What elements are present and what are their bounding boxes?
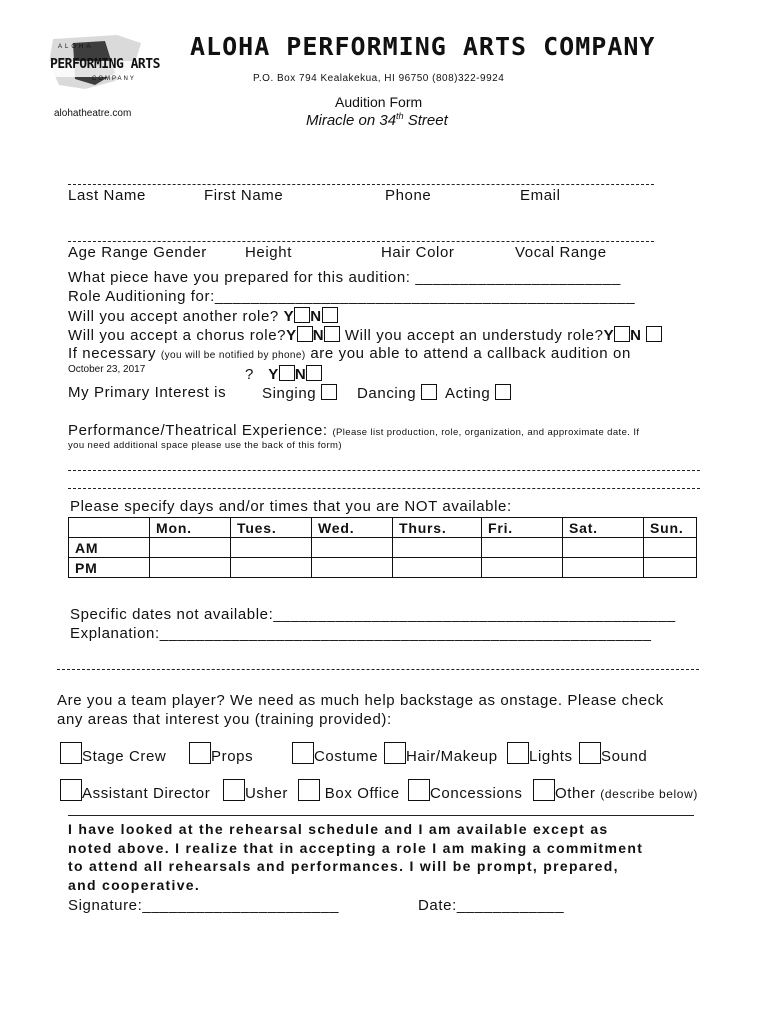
availability-cell[interactable] <box>231 558 312 578</box>
area-box-office: Box Office <box>298 779 400 802</box>
availability-cell[interactable] <box>644 538 697 558</box>
logo-text-bottom: COMPANY <box>92 76 136 82</box>
first-name-label: First Name <box>204 187 284 204</box>
signature-field[interactable]: Signature:______________________ <box>68 897 340 914</box>
vocal-range-label: Vocal Range <box>515 244 607 261</box>
availability-cell[interactable] <box>563 538 644 558</box>
costume-checkbox[interactable] <box>292 742 314 764</box>
experience-line-1[interactable] <box>68 470 700 471</box>
phone-label: Phone <box>385 187 432 204</box>
other-checkbox[interactable] <box>533 779 555 801</box>
callback-yes-checkbox[interactable] <box>279 365 295 381</box>
specific-dates-field[interactable]: Specific dates not available:_____________________________________________ <box>70 606 676 623</box>
hair-color-label: Hair Color <box>381 244 455 261</box>
availability-cell[interactable] <box>150 538 231 558</box>
date-field[interactable]: Date:____________ <box>418 897 565 914</box>
availability-cell[interactable] <box>231 538 312 558</box>
availability-cell[interactable] <box>563 558 644 578</box>
availability-prompt: Please specify days and/or times that you are NOT available: <box>70 498 512 515</box>
acting-checkbox[interactable] <box>495 384 511 400</box>
logo-text-main: PERFORMING ARTS <box>50 57 160 72</box>
concessions-checkbox[interactable] <box>408 779 430 801</box>
day-header: Thurs. <box>393 518 482 538</box>
chorus-role-question: Will you accept a chorus role?Y N Will you accept an understudy role?Y N <box>68 326 662 344</box>
interest-singing: Singing <box>262 384 337 402</box>
dancing-checkbox[interactable] <box>421 384 437 400</box>
another-role-question: Will you accept another role? Y N <box>68 307 338 325</box>
area-usher: Usher <box>223 779 288 802</box>
stage-crew-checkbox[interactable] <box>60 742 82 764</box>
area-lights: Lights <box>507 742 573 765</box>
availability-cell[interactable] <box>312 538 393 558</box>
area-stage-crew: Stage Crew <box>60 742 166 765</box>
agreement-line-3: to attend all rehearsals and performances. I will be prompt, prepared, <box>68 858 619 874</box>
area-sound: Sound <box>579 742 647 765</box>
assistant-director-checkbox[interactable] <box>60 779 82 801</box>
primary-interest-label: My Primary Interest is <box>68 384 227 401</box>
team-player-question-cont: any areas that interest you (training provided): <box>57 711 392 728</box>
callback-answer: ? Y N <box>245 365 322 383</box>
another-role-no-checkbox[interactable] <box>322 307 338 323</box>
day-header: Sun. <box>644 518 697 538</box>
props-checkbox[interactable] <box>189 742 211 764</box>
area-concessions: Concessions <box>408 779 522 802</box>
height-label: Height <box>245 244 292 261</box>
availability-table <box>68 517 697 578</box>
day-header: Tues. <box>231 518 312 538</box>
row-header: PM <box>69 558 150 578</box>
usher-checkbox[interactable] <box>223 779 245 801</box>
table-row <box>69 518 697 538</box>
singing-checkbox[interactable] <box>321 384 337 400</box>
table-corner <box>69 518 150 538</box>
hair-makeup-checkbox[interactable] <box>384 742 406 764</box>
website: alohatheatre.com <box>54 108 132 119</box>
interest-dancing: Dancing <box>357 384 437 402</box>
understudy-yes-checkbox[interactable] <box>614 326 630 342</box>
availability-cell[interactable] <box>393 558 482 578</box>
callback-no-checkbox[interactable] <box>306 365 322 381</box>
availability-cell[interactable] <box>482 558 563 578</box>
other-description-line[interactable] <box>68 815 694 816</box>
area-props: Props <box>189 742 253 765</box>
table-row <box>69 558 697 578</box>
day-header: Fri. <box>482 518 563 538</box>
team-player-question: Are you a team player? We need as much help backstage as onstage. Please check <box>57 692 664 709</box>
area-other: Other (describe below) <box>533 779 698 802</box>
table-row <box>69 538 697 558</box>
callback-date: October 23, 2017 <box>68 364 146 375</box>
day-header: Mon. <box>150 518 231 538</box>
section-divider <box>57 669 699 670</box>
company-name: ALOHA PERFORMING ARTS COMPANY <box>190 32 656 61</box>
role-auditioning-field[interactable]: Role Auditioning for:_______________________________________________ <box>68 288 636 305</box>
interest-acting: Acting <box>445 384 511 402</box>
experience-line-2[interactable] <box>68 488 700 489</box>
area-assistant-director: Assistant Director <box>60 779 210 802</box>
show-title: Miracle on 34th Street <box>306 111 448 129</box>
availability-cell[interactable] <box>150 558 231 578</box>
agreement-line-2: noted above. I realize that in accepting a role I am making a commitment <box>68 840 644 856</box>
details-line[interactable] <box>68 241 654 242</box>
sound-checkbox[interactable] <box>579 742 601 764</box>
experience-label: Performance/Theatrical Experience: (Please list production, role, organization, and approximate date. If <box>68 422 640 439</box>
experience-note: you need additional space please use the back of this form) <box>68 440 342 451</box>
company-address: P.O. Box 794 Kealakekua, HI 96750 (808)322-9924 <box>253 73 505 84</box>
last-name-label: Last Name <box>68 187 146 204</box>
explanation-field[interactable]: Explanation:_______________________________________________________ <box>70 625 652 642</box>
name-contact-line[interactable] <box>68 184 654 185</box>
chorus-role-no-checkbox[interactable] <box>324 326 340 342</box>
day-header: Sat. <box>563 518 644 538</box>
callback-question: If necessary (you will be notified by phone) are you able to attend a callback audition on <box>68 345 631 362</box>
lights-checkbox[interactable] <box>507 742 529 764</box>
availability-cell[interactable] <box>482 538 563 558</box>
availability-cell[interactable] <box>312 558 393 578</box>
row-header: AM <box>69 538 150 558</box>
chorus-role-yes-checkbox[interactable] <box>297 326 313 342</box>
another-role-yes-checkbox[interactable] <box>294 307 310 323</box>
understudy-no-checkbox[interactable] <box>646 326 662 342</box>
logo-text-top: ALOHA <box>58 44 94 50</box>
availability-cell[interactable] <box>644 558 697 578</box>
prepared-piece-field[interactable]: What piece have you prepared for this audition: _______________________ <box>68 269 621 286</box>
availability-cell[interactable] <box>393 538 482 558</box>
agreement-line-1: I have looked at the rehearsal schedule and I am available except as <box>68 821 609 837</box>
area-hair-makeup: Hair/Makeup <box>384 742 498 765</box>
form-title: Audition Form <box>335 94 423 110</box>
age-gender-label: Age Range Gender <box>68 244 207 261</box>
agreement-line-4: and cooperative. <box>68 877 201 893</box>
area-costume: Costume <box>292 742 378 765</box>
day-header: Wed. <box>312 518 393 538</box>
email-label: Email <box>520 187 561 204</box>
box-office-checkbox[interactable] <box>298 779 320 801</box>
